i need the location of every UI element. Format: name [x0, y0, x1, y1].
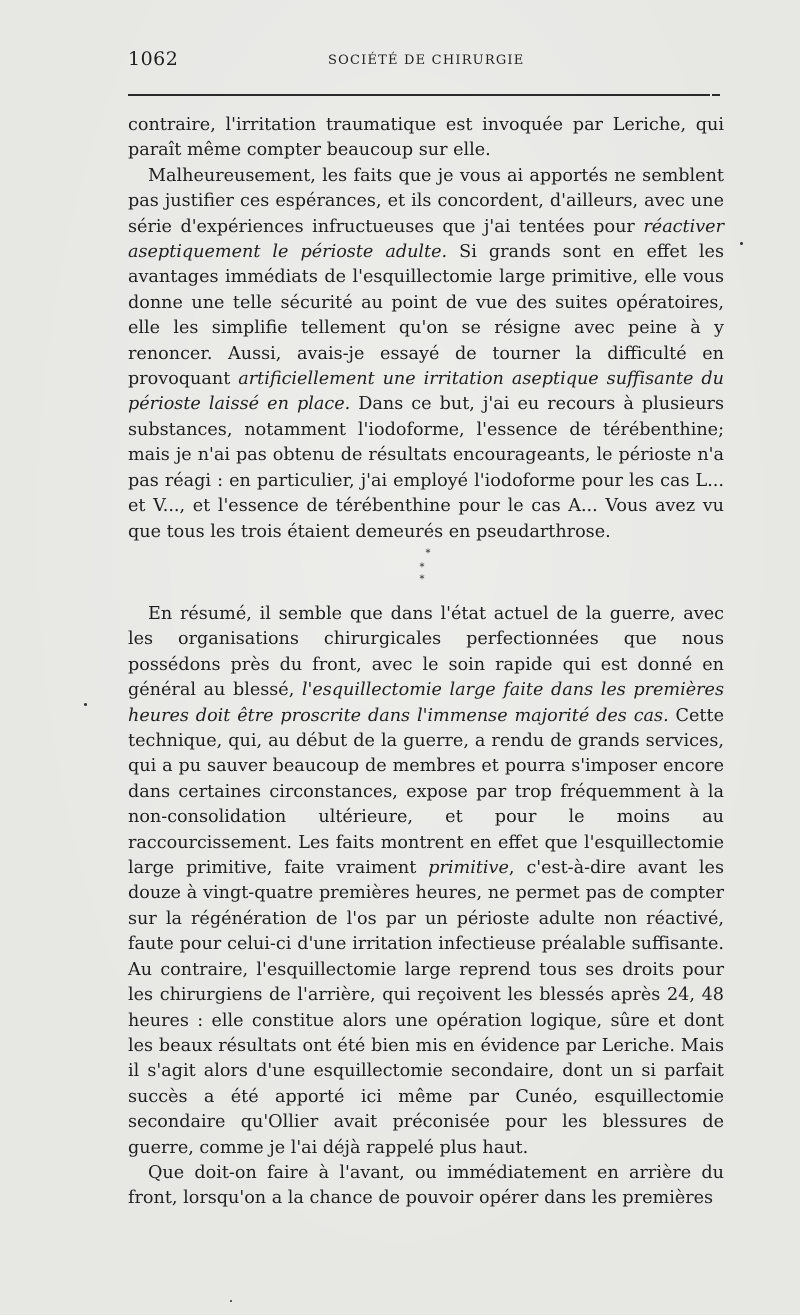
separator-bottom-stars: * * — [419, 562, 435, 585]
page-number: 1062 — [128, 48, 179, 70]
paragraph-3 — [128, 602, 724, 1161]
header-rule-tail — [712, 94, 720, 96]
section-separator — [396, 548, 446, 585]
header-rule — [128, 94, 710, 96]
text-block-upper — [128, 113, 724, 545]
paragraph-1: contraire, l'irritation traumatique est invoquée par Leriche, qui paraît même compter beaucoup sur elle. — [128, 115, 724, 161]
page-header — [128, 48, 724, 74]
paragraph-2-text-e: Dans ce but, j'ai eu recours à plusieurs substances, notamment l'iodoforme, l'essence de térébenthine; mais je n'ai pas obtenu de résultats encourageants, le périoste n'a pas réagi : en particulier, j'ai employé l'iodoforme pour les cas L... et V..., et l'essence de térébenthine pour le cas A... Vous avez vu que tous les trois étaient demeurés en pseudarthrose. — [128, 394, 724, 542]
separator-top-star: * — [425, 548, 431, 559]
paragraph-2-italic-b: réactiver aseptiquement le périoste adulte. — [128, 216, 724, 263]
running-title: SOCIÉTÉ DE CHIRURGIE — [328, 53, 525, 68]
paragraph-2-text-a: Malheureusement, les faits que je vous ai apportés ne semblent pas justifier ces espérances, et ils concordent, d'ailleurs, avec une série d'expériences infructueuses que j'ai tentées pour — [128, 165, 724, 237]
paragraph-3-text-e: , c'est-à-dire avant les douze à vingt-quatre premières heures, ne permet pas de compter sur la régénération de l'os par un périoste adulte non réactivé, faute pour celui-ci d'une irritation infectieuse préalable suffisante. Au contraire, l'esquillectomie large reprend tous ses droits pour les chirurgiens de l'arrière, qui reçoivent les blessés après 24, 48 heures : elle constitue alors une opération logique, sûre et dont les beaux résultats ont été bien mis en évidence par Leriche. Mais il s'agit alors d'une esquillectomie secondaire, dont un si parfait succès a été apporté ici même par Cunéo, esquillectomie secondaire qu'Ollier avait préconisée pour les blessures de guerre, comme je l'ai déjà rappelé plus haut. — [128, 858, 724, 1158]
paragraph-3-text-a: En résumé, il semble que dans l'état actuel de la guerre, avec les organisations chirurgicales perfectionnées que nous possédons près du front, avec le soin rapide qui est donné en général au blessé, — [128, 604, 724, 701]
print-speck — [740, 242, 743, 245]
paragraph-2-text-c: Si grands sont en effet les avantages immédiats de l'esquillectomie large primitive, elle vous donne une telle sécurité au point de vue des suites opératoires, elle les simplifie tellement qu'on se résigne avec peine à y renoncer. Aussi, avais-je essayé de tourner la difficulté en provoquant — [128, 242, 724, 390]
paragraph-4: Que doit-on faire à l'avant, ou immédiatement en arrière du front, lorsqu'on a la chance de pouvoir opérer dans les premières — [128, 1162, 724, 1209]
paragraph-2 — [128, 164, 724, 545]
print-speck — [84, 703, 87, 706]
paragraph-3-italic-d: primitive — [428, 858, 509, 879]
paragraph-3-text-c: Cette technique, qui, au début de la guerre, a rendu de grands services, qui a pu sauver beaucoup de membres et pourra s'imposer encore dans certaines circonstances, expose par trop fréquemment à la non-consolidation ultérieure, et pour le moins au raccourcissement. Les faits montrent en effet que l'esquillectomie large primitive, faite vraiment — [128, 705, 724, 879]
paragraph-3-italic-b: l'esquillectomie large faite dans les premières heures doit être proscrite dans l'immense majorité des cas. — [128, 680, 725, 726]
paragraph-2-italic-d: artificiellement une irritation aseptique suffisante du périoste laissé en place. — [128, 369, 725, 415]
text-block-lower — [128, 602, 724, 1212]
print-speck — [230, 1300, 232, 1302]
